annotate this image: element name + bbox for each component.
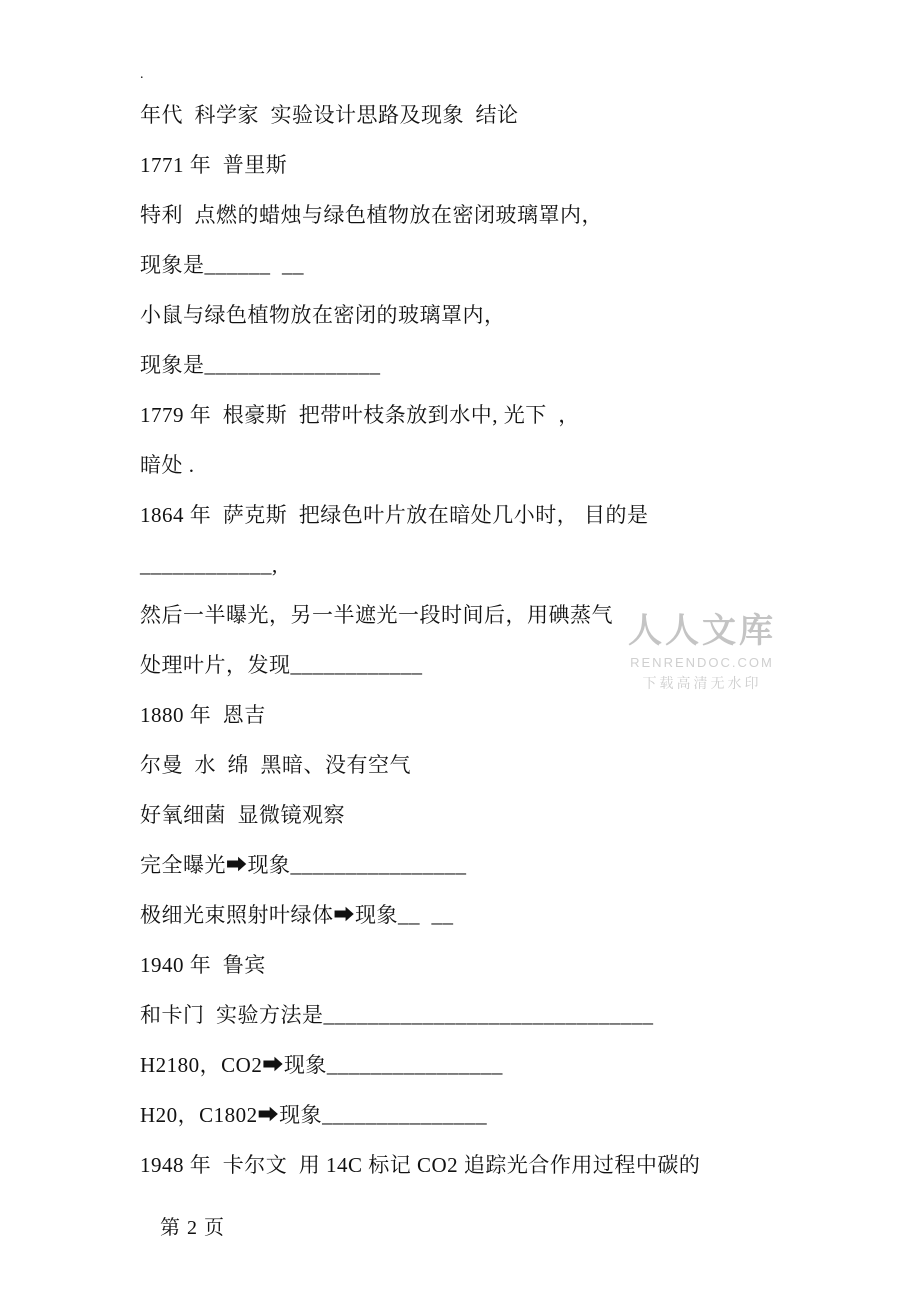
document-line: 现象是________________ [140,353,381,377]
document-line: 1771 年 普里斯 [140,153,288,177]
watermark-brand: 人人文库 [628,613,776,650]
document-line: 好氧细菌 显微镜观察 [140,803,345,827]
document-line: H20，C1802➡现象_______________ [140,1103,488,1127]
document-line: 1864 年 萨克斯 把绿色叶片放在暗处几小时， 目的是 [140,503,649,527]
document-body [140,60,820,1190]
document-line: 暗处 . [140,453,195,477]
document-line: 然后一半曝光，另一半遮光一段时间后，用碘蒸气 [140,603,613,627]
document-line: 年代 科学家 实验设计思路及现象 结论 [140,103,519,127]
document-line: ____________, [140,553,278,577]
document-line: 和卡门 实验方法是______________________________ [140,1003,654,1027]
document-line: 完全曝光➡现象________________ [140,853,467,877]
document-line: 特利 点燃的蜡烛与绿色植物放在密闭玻璃罩内， [140,203,603,227]
document-line: 1940 年 鲁宾 [140,953,266,977]
document-line: . [140,67,144,82]
page-number: 第 2 页 [160,1217,225,1239]
document-line: 处理叶片，发现____________ [140,653,423,677]
document-line: 1948 年 卡尔文 用 14C 标记 CO2 追踪光合作用过程中碳的 [140,1153,701,1177]
document-line: 极细光束照射叶绿体➡现象__ __ [140,903,454,927]
document-line: 1880 年 恩吉 [140,703,266,727]
document-line: 尔曼 水 绵 黑暗、没有空气 [140,753,411,777]
document-line: H2180，CO2➡现象________________ [140,1053,503,1077]
watermark-tagline: 下载高清无水印 [642,677,762,692]
document-line: 小鼠与绿色植物放在密闭的玻璃罩内， [140,303,506,327]
document-line: 1779 年 根豪斯 把带叶枝条放到水中, 光下 ， [140,403,580,427]
document-line: 现象是______ __ [140,253,304,277]
watermark-domain: RENRENDOC.COM [630,655,774,670]
